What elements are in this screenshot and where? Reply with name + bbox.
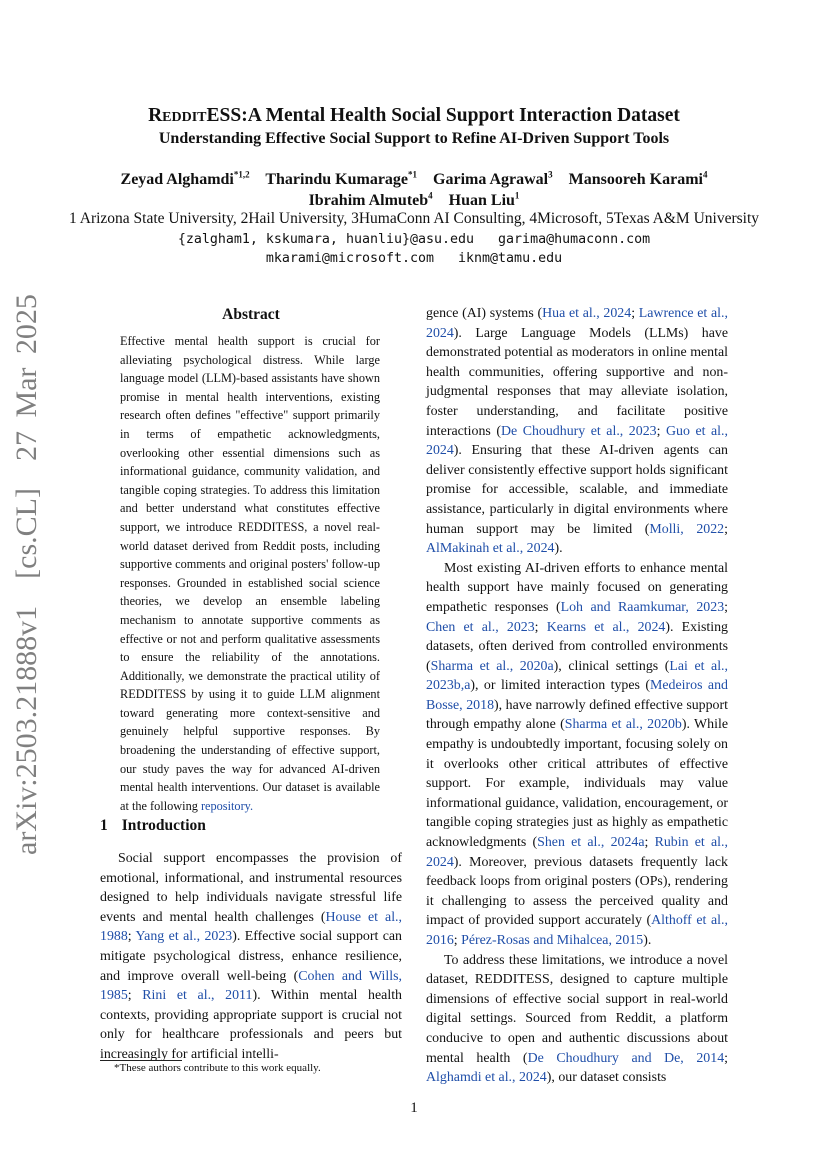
- citation-link[interactable]: Chen et al., 2023: [426, 619, 535, 635]
- citation-link[interactable]: Guo et al., 2024: [426, 423, 728, 459]
- arxiv-stamp: arXiv:2503.21888v1 [cs.CL] 27 Mar 2025: [10, 294, 43, 855]
- citation-link[interactable]: Medeiros and Bosse, 2018: [426, 678, 728, 713]
- paper-title: RedditESS:A Mental Health Social Support Interaction Dataset: [148, 105, 680, 126]
- intro-left-column: [100, 849, 402, 1065]
- intro-paragraph: To address these limitations, we introduce a novel dataset, REDDITESS, designed to capture multiple dimensions of effective social support in real-world digital settings. Sourced from Reddit, a platform conducive to open and authentic discussions about mental health (De Choudhury and De, 2014; Alghamdi et al., 2024), our dataset consists: [426, 952, 729, 1086]
- emails-line-1: {zalgham1, kskumara, huanliu}@asu.edu garima@humaconn.com: [177, 232, 651, 247]
- abstract-body: Effective mental health support is crucial for alleviating psychological distress. While large language model (LLM)-based assistants have shown promise in mental health interventions, existing research often defines "effective" support primarily in terms of empathetic acknowledgments, overlooking other essential dimensions such as informational guidance, community validation, and tangible coping strategies. To address this limitation and better understand what constitutes effective support, we introduce REDDITESS, a novel real-world dataset derived from Reddit posts, including supportive comments and original posters' follow-up responses. Grounded in established social science theories, we develop an ensemble labeling mechanism to annotate supportive comments as effective or not and perform qualitative assessments to ensure the reliability of the annotations. Additionally, we demonstrate the practical utility of REDDITESS by using it to guide LLM alignment toward generating more context-sensitive and genuinely helpful supportive responses. By broadening the understanding of effective support, our study paves the way for advanced AI-driven mental health interventions. Our dataset is available at the following repository.: [120, 334, 380, 813]
- repository-link[interactable]: repository.: [200, 798, 254, 813]
- intro-paragraph: gence (AI) systems (Hua et al., 2024; Lawrence et al., 2024). Large Language Models (LLMs) have demonstrated potential as moderators in online mental health communities, offering supportive and non-judgmental responses that may alleviate isolation, foster understanding, and facilitate positive interactions (De Choudhury et al., 2023; Guo et al., 2024). Ensuring that these AI-driven agents can deliver consistently effective support holds significant promise for accessible, scalable, and immediate assistance, particularly in digital environments where human support may be limited (Molli, 2022; AlMakinah et al., 2024).: [426, 306, 728, 557]
- citation-link[interactable]: House et al., 1988: [100, 909, 402, 945]
- citation-link[interactable]: De Choudhury et al., 2023: [500, 423, 657, 439]
- author-line-1: Zeyad Alghamdi$^{*1,2}$ Tharindu Kumarage$^{*1}$ Garima Agrawal$^3$ Mansooreh Karami$^4$: [120, 169, 708, 188]
- citation-link[interactable]: Lawrence et al., 2024: [426, 306, 728, 341]
- paper-subtitle: Understanding Effective Social Support to Refine AI-Driven Support Tools: [158, 130, 670, 147]
- citation-link[interactable]: Shen et al., 2024a: [537, 835, 645, 851]
- affiliations: 1 Arizona State University, 2Hail University, 3HumaConn AI Consulting, 4Microsoft, 5Texas A&M University: [68, 210, 760, 227]
- citation-link[interactable]: AlMakinah et al., 2024: [426, 541, 555, 557]
- citation-link[interactable]: Sharma et al., 2020a: [430, 658, 554, 674]
- citation-link[interactable]: Sharma et al., 2020b: [564, 717, 682, 733]
- citation-link[interactable]: Molli, 2022: [649, 521, 725, 537]
- citation-link[interactable]: Pérez-Rosas and Mihalcea, 2015: [461, 933, 644, 948]
- abstract-heading: Abstract: [222, 306, 280, 323]
- citation-link[interactable]: Loh and Raamkumar, 2023: [560, 599, 725, 615]
- citation-link[interactable]: Rini et al., 2011: [142, 988, 253, 1004]
- author-line-2: Ibrahim Almuteb$^4$ Huan Liu$^1$: [308, 190, 520, 209]
- emails-line-2: mkarami@microsoft.com iknm@tamu.edu: [265, 251, 563, 266]
- section-heading: 1 Introduction: [100, 817, 206, 834]
- citation-link[interactable]: Cohen and Wills, 1985: [100, 968, 402, 1004]
- intro-paragraph: Most existing AI-driven efforts to enhance mental health support have mainly focused on generating empathetic responses (Loh and Raamkumar, 2023; Chen et al., 2023; Kearns et al., 2024). Existing datasets, often derived from controlled environments (Sharma et al., 2020a), clinical settings (Lai et al., 2023b,a), or limited interaction types (Medeiros and Bosse, 2018), have narrowly defined effective support through empathy alone (Sharma et al., 2020b). While empathy is undoubtedly important, focusing solely on it overlooks other critical attributes of effective support. For example, individuals may value informational guidance, validation, encouragement, or tangible coping strategies just as highly as empathetic acknowledgments (Shen et al., 2024a; Rubin et al., 2024). Moreover, previous datasets frequently lack feedback loops from original posters (OPs), rendering it challenging to assess the perceived quality and impact of provided support accurately (Althoff et al., 2016; Pérez-Rosas and Mihalcea, 2015).: [426, 560, 729, 948]
- footnote-rule: [100, 1060, 182, 1061]
- page-number: 1: [410, 1100, 418, 1116]
- footnote: *These authors contribute to this work equally.: [114, 1062, 321, 1074]
- citation-link[interactable]: Rubin et al., 2024: [426, 835, 728, 870]
- citation-link[interactable]: Kearns et al., 2024: [546, 619, 666, 635]
- intro-paragraph: Social support encompasses the provision of emotional, informational, and instrumental resources designed to help individuals navigate stressful life events and mental health challenges (House et al., 1988; Yang et al., 2023). Effective social support can mitigate psychological distress, enhance resilience, and improve overall well-being (Cohen and Wills, 1985; Rini et al., 2011). Within mental health contexts, providing appropriate support is crucial not only for healthcare professionals and peers but increasingly for artificial intelli-: [100, 851, 403, 1062]
- citation-link[interactable]: Lai et al., 2023b,a: [426, 658, 729, 694]
- citation-link[interactable]: Yang et al., 2023: [135, 929, 233, 945]
- citation-link[interactable]: Althoff et al., 2016: [426, 913, 728, 948]
- citation-link[interactable]: Alghamdi et al., 2024: [426, 1070, 547, 1086]
- citation-link[interactable]: Hua et al., 2024: [542, 306, 632, 321]
- intro-right-column: [426, 304, 728, 1088]
- citation-link[interactable]: De Choudhury and De, 2014: [527, 1050, 725, 1066]
